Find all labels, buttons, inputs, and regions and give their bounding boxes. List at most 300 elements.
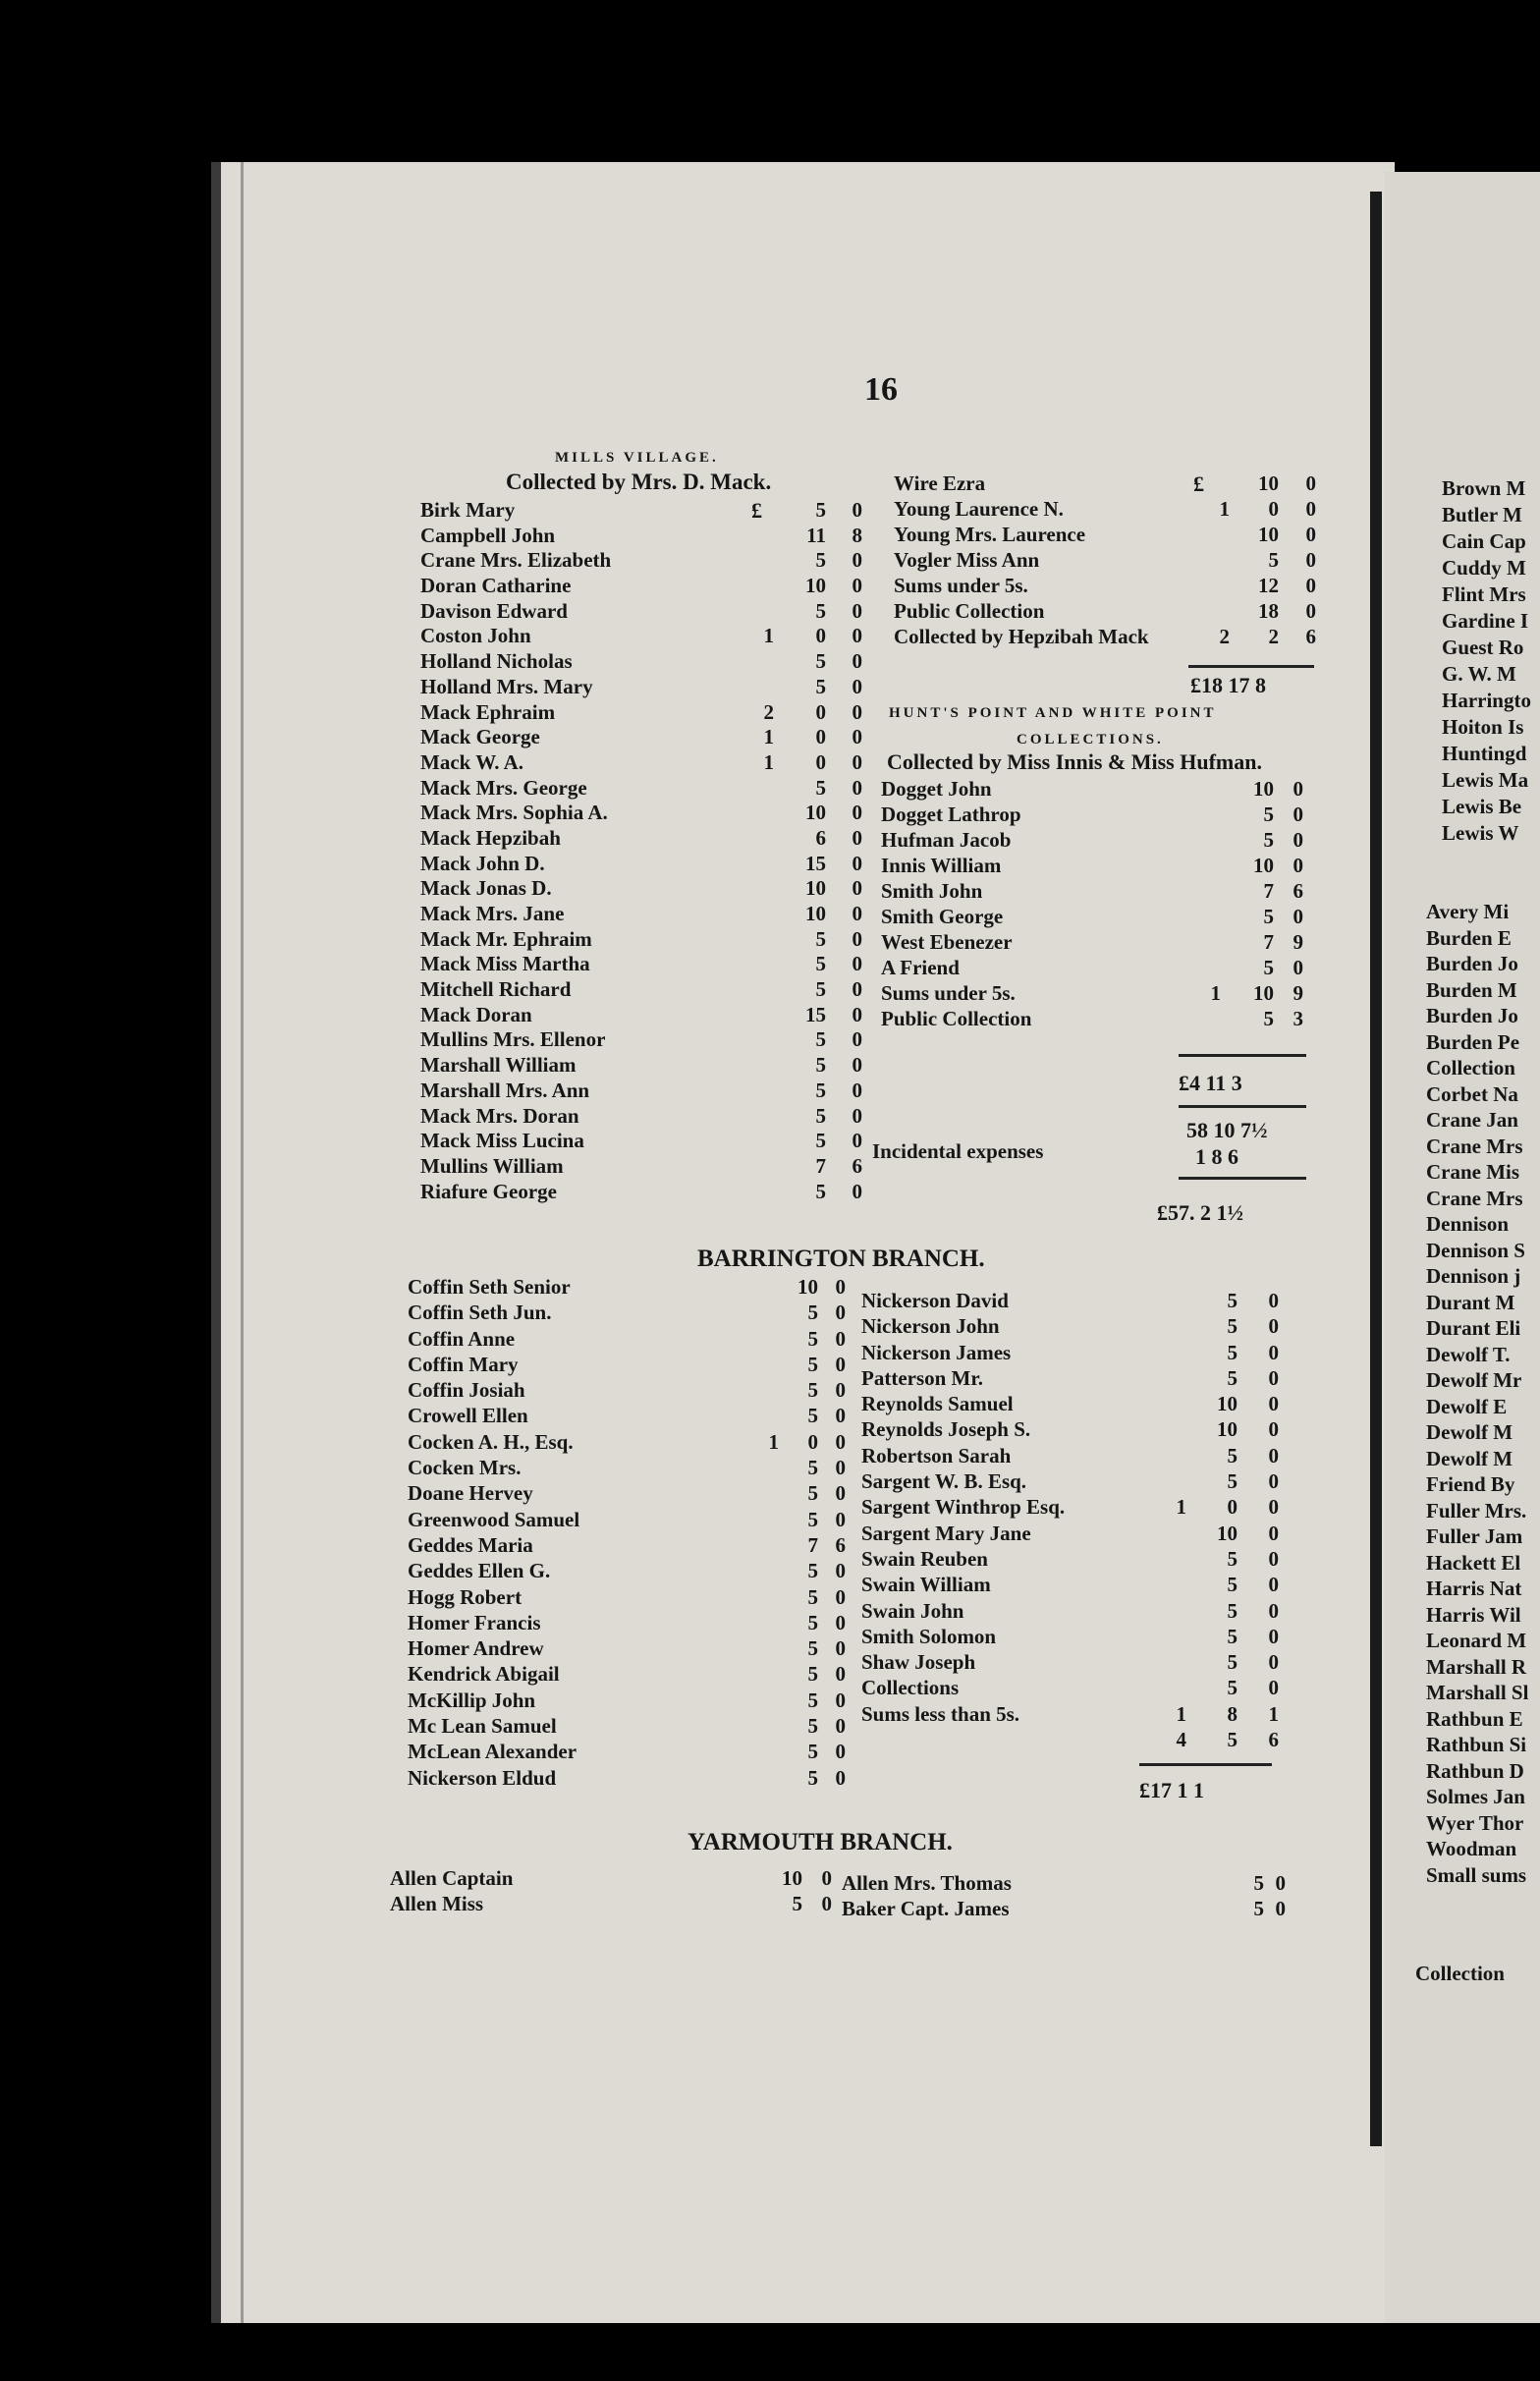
entry-name: Mack Hepzibah [420,825,561,850]
entry-pence: 0 [852,801,862,825]
entry-pence: 0 [835,1429,846,1454]
mills-heading: MILLS VILLAGE. [555,450,719,466]
ledger-row [420,1129,862,1154]
entry-shillings: 5 [815,926,826,951]
entry-shillings: 5 [1263,956,1274,979]
entry-name: McKillip John [408,1688,536,1712]
entry-name: Marshall William [420,1053,577,1078]
entry-pence: 0 [835,1404,846,1428]
entry-name: Mack Ephraim [420,699,556,724]
ledger-row [881,854,1303,879]
entry-shillings: 5 [1227,1314,1238,1339]
entry-name: Mullins William [420,1153,564,1178]
next-page-entry: Durant Eli [1426,1316,1521,1340]
next-page-group-1 [1442,476,1540,848]
entry-shillings: 5 [807,1610,818,1634]
entry-pence: 0 [852,624,862,648]
entry-name: Birk Mary [420,498,516,522]
entry-pence: 0 [852,1078,862,1102]
entry-name: Crowell Ellen [408,1404,528,1428]
ledger-row [861,1676,1279,1701]
entry-name: Kendrick Abigail [408,1662,560,1687]
ledger-row [420,852,862,877]
entry-pence: 0 [852,699,862,724]
ledger-row [408,1404,846,1429]
entry-name: Mack Jonas D. [420,876,552,901]
entry-shillings: 5 [1227,1289,1238,1312]
next-page-entry: Burden Pe [1426,1029,1520,1054]
entry-shillings: 5 [1227,1546,1238,1571]
next-page-entry: Lewis W [1442,821,1519,845]
entry-name: Greenwood Samuel [408,1507,580,1531]
entry-pence: 0 [835,1765,846,1790]
ledger-row [420,750,862,776]
next-page-entry: Hoiton Is [1442,715,1524,739]
entry-name: Sargent Winthrop Esq. [861,1495,1066,1520]
entry-pence: 6 [1305,625,1316,648]
next-page-entry: Dewolf M [1426,1446,1513,1470]
entry-name: Nickerson David [861,1289,1009,1312]
entry-name: Innis William [881,854,1002,877]
next-page-entry: Crane Mrs [1426,1186,1523,1210]
next-page-entry: Gardine I [1442,609,1529,633]
ledger-row [420,1180,862,1205]
ledger-row [408,1507,846,1533]
ledger-row [420,1003,862,1028]
entry-name: Reynolds Joseph S. [861,1417,1031,1442]
ledger-row [861,1366,1279,1392]
next-page-entry: Dennison j [1426,1264,1521,1288]
ledger-row [881,981,1303,1007]
next-page-entry: Corbet Na [1426,1081,1518,1106]
entry-pounds: 1 [763,749,774,774]
ledger-row [408,1610,846,1636]
ledger-row [881,956,1303,981]
next-page-entry: Rathbun Si [1426,1733,1527,1756]
ledger-row [881,930,1303,956]
ledger-row [861,1522,1279,1547]
barrington-total: £17 1 1 [1139,1778,1204,1802]
entry-shillings: 5 [792,1892,802,1915]
entry-name: Nickerson James [861,1340,1012,1364]
entry-shillings: 5 [807,1636,818,1661]
entry-name: Crane Mrs. Elizabeth [420,548,612,573]
entry-pence: 0 [852,725,862,749]
entry-pence: 0 [1268,1314,1279,1339]
yarmouth-left-list [390,1866,832,1917]
entry-pence: 0 [852,1179,862,1203]
mills-total: £18 17 8 [1190,673,1266,697]
entry-pounds: 1 [1176,1495,1186,1520]
entry-name: Riafure George [420,1179,557,1203]
entry-name: Coffin Mary [408,1352,519,1376]
entry-pence: 0 [852,775,862,800]
entry-name: Swain Reuben [861,1546,988,1571]
entry-shillings: 0 [815,699,826,724]
entry-name: Hogg Robert [408,1584,522,1609]
next-page-entry: Small sums [1426,1862,1527,1887]
entry-pence: 0 [1268,1598,1279,1623]
entry-pence: 0 [1292,854,1303,877]
entry-pence: 0 [835,1352,846,1376]
entry-pence: 0 [1275,1897,1286,1920]
hunts-total: £4 11 3 [1179,1071,1242,1095]
ledger-row [881,905,1303,930]
ledger-row [408,1429,846,1456]
entry-name: Mack Doran [420,1002,532,1026]
next-page-entry: Burden M [1426,977,1517,1002]
entry-name: Campbell John [420,523,556,547]
entry-shillings: 5 [815,977,826,1002]
entry-name: Homer Francis [408,1610,541,1634]
entry-pence: 0 [1268,1443,1279,1467]
entry-name: West Ebenezer [881,930,1013,954]
entry-shillings: 5 [815,1129,826,1153]
next-page-entry: Woodman [1426,1837,1517,1860]
entry-shillings: 5 [1263,905,1274,928]
entry-shillings: 5 [807,1740,818,1764]
ledger-row [408,1352,846,1378]
next-page-entry: Collection [1426,1056,1515,1080]
entry-name: Coston John [420,624,531,648]
ledger-row [420,1027,862,1053]
entry-name: Geddes Maria [408,1532,533,1557]
ledger-row [420,649,862,675]
entry-shillings: 5 [815,775,826,800]
entry-pence: 0 [852,902,862,925]
entry-shillings: 5 [1263,803,1274,826]
entry-name: Cocken A. H., Esq. [408,1429,574,1454]
entry-shillings: 5 [1227,1728,1238,1752]
entry-pence: 9 [1292,930,1303,954]
ledger-row [420,700,862,726]
entry-pounds: 4 [1176,1728,1186,1752]
entry-pence: 0 [852,825,862,850]
ledger-row [861,1392,1279,1417]
next-page-entry: Burden Jo [1426,952,1518,975]
entry-name: Mack W. A. [420,749,524,774]
next-page-entry: Solmes Jan [1426,1785,1525,1808]
next-page-entry: Harris Nat [1426,1577,1522,1600]
entry-shillings: 8 [1227,1701,1238,1726]
ledger-row [420,498,862,524]
next-page-entry: Durant M [1426,1290,1515,1314]
ledger-row [408,1662,846,1688]
entry-pence: 6 [1268,1728,1279,1752]
entry-name: Hufman Jacob [881,828,1012,852]
entry-shillings: 10 [805,902,826,925]
next-page-entry: Wyer Thor [1426,1810,1524,1835]
ledger-row [408,1636,846,1662]
entry-name: Sums under 5s. [881,981,1016,1005]
entry-name: Mack Mrs. Doran [420,1103,579,1128]
ledger-row [420,1104,862,1130]
barrington-heading: BARRINGTON BRANCH. [697,1246,985,1272]
next-page-group-2 [1426,900,1540,1889]
entry-shillings: 10 [805,801,826,825]
ledger-row [420,548,862,574]
entry-pence: 0 [835,1378,846,1403]
ledger-row [894,471,1316,497]
entry-pence: 1 [1268,1701,1279,1726]
next-page-entry: Fuller Jam [1426,1524,1523,1548]
entry-shillings: 5 [815,674,826,698]
ledger-row [420,977,862,1003]
entry-shillings: 0 [1268,497,1279,521]
ledger-row [861,1547,1279,1573]
entry-name: Reynolds Samuel [861,1392,1014,1416]
mills-cont-currency: £ [1193,471,1204,496]
ledger-row [842,1897,1286,1922]
entry-pence: 0 [852,926,862,951]
entry-name: Allen Captain [390,1866,514,1890]
entry-name: Smith Solomon [861,1624,997,1648]
entry-pence: 0 [1305,548,1316,572]
next-page-entry: Friend By [1426,1472,1515,1496]
entry-pence: 0 [835,1636,846,1661]
entry-shillings: 0 [815,749,826,774]
ledger-row [420,801,862,826]
entry-shillings: 5 [807,1662,818,1687]
entry-pence: 0 [835,1662,846,1687]
entry-shillings: 6 [815,825,826,850]
ledger-row [420,574,862,599]
entry-shillings: 10 [1217,1392,1238,1416]
net-total: £57. 2 1½ [1157,1200,1243,1225]
ledger-row [881,777,1303,803]
entry-shillings: 10 [805,574,826,598]
entry-pence: 0 [835,1507,846,1531]
entry-name: Mack John D. [420,851,545,875]
entry-shillings: 5 [1227,1365,1238,1390]
entry-pence: 0 [1305,574,1316,597]
yarmouth-right-list [842,1871,1286,1922]
entry-shillings: 5 [807,1481,818,1506]
entry-pounds: 1 [768,1429,779,1454]
entry-name: Dogget John [881,777,992,801]
ledger-row [861,1728,1279,1753]
entry-shillings: 5 [815,598,826,623]
entry-name: Marshall Mrs. Ann [420,1078,590,1102]
ledger-row [390,1892,832,1917]
next-page-entry: Dennison [1426,1212,1510,1236]
entry-pence: 0 [852,851,862,875]
ledger-row [408,1740,846,1765]
entry-shillings: 5 [815,649,826,674]
mills-total-rule [1188,665,1314,668]
entry-shillings: 5 [807,1378,818,1403]
entry-shillings: 0 [807,1429,818,1454]
ledger-row [894,497,1316,523]
ledger-row [408,1275,846,1301]
entry-pence: 0 [835,1456,846,1480]
entry-name: Wire Ezra [894,471,986,495]
barrington-left-list [408,1275,846,1792]
entry-shillings: 5 [1227,1624,1238,1648]
entry-shillings: 5 [815,1179,826,1203]
entry-pence: 8 [852,523,862,547]
entry-shillings: 7 [1263,930,1274,954]
entry-name: Mack Miss Lucina [420,1129,584,1153]
entry-pence: 0 [835,1481,846,1506]
entry-pence: 0 [852,1129,862,1153]
next-page-entry: Cuddy M [1442,556,1526,580]
entry-shillings: 5 [807,1352,818,1376]
entry-pence: 0 [852,649,862,674]
entry-pence: 9 [1292,981,1303,1005]
next-page-entry: Dewolf Mr [1426,1368,1522,1392]
entry-name: Young Laurence N. [894,497,1064,521]
next-page-entry: Dewolf E [1426,1394,1508,1418]
ledger-row [861,1573,1279,1598]
entry-shillings: 5 [1227,1340,1238,1364]
entry-shillings: 10 [805,876,826,901]
entry-shillings: 5 [807,1714,818,1739]
entry-shillings: 5 [1263,828,1274,852]
entry-pounds: 1 [1219,497,1230,521]
entry-pence: 0 [1268,1546,1279,1571]
entry-pence: 0 [1268,1676,1279,1700]
entry-pence: 0 [852,1027,862,1052]
entry-name: Robertson Sarah [861,1443,1012,1467]
mills-list [420,498,862,1204]
ledger-row [861,1289,1279,1314]
ledger-row [861,1444,1279,1469]
entry-pounds: 2 [1219,625,1230,648]
entry-shillings: 5 [815,548,826,573]
ledger-row [420,776,862,802]
next-page-entry: Huntingd [1442,742,1527,765]
ledger-row [408,1532,846,1559]
next-page-entry: Harringto [1442,689,1531,712]
entry-name: Sums under 5s. [894,574,1028,597]
entry-pence: 0 [1268,1469,1279,1494]
ledger-row [420,524,862,549]
entry-pence: 0 [835,1584,846,1609]
entry-pence: 0 [1268,1495,1279,1520]
entry-pence: 6 [852,1153,862,1178]
next-page-entry: Marshall R [1426,1654,1527,1679]
entry-name: Dogget Lathrop [881,803,1021,826]
entry-name: Young Mrs. Laurence [894,523,1086,546]
ledger-row [861,1341,1279,1366]
entry-name: Geddes Ellen G. [408,1559,551,1583]
entry-name: Mack Mrs. Jane [420,902,565,925]
ledger-row [861,1625,1279,1650]
yarmouth-heading: YARMOUTH BRANCH. [688,1829,953,1855]
entry-name: Homer Andrew [408,1636,544,1661]
entry-pence: 0 [852,598,862,623]
next-page-entry: G. W. M [1442,662,1516,686]
entry-pence: 0 [852,1053,862,1078]
next-page-entry: Butler M [1442,503,1522,526]
entry-name: Mack Miss Martha [420,952,590,976]
ledger-row [420,902,862,927]
entry-shillings: 10 [1217,1417,1238,1442]
next-page-entry: Harris Wil [1426,1602,1521,1627]
entry-name: Collected by Hepzibah Mack [894,625,1149,648]
entry-name: Mack Mrs. Sophia A. [420,801,608,825]
entry-pence: 0 [835,1740,846,1764]
next-page-entry: Burden Jo [1426,1004,1518,1027]
entry-shillings: 0 [815,624,826,648]
entry-pence: 6 [835,1532,846,1557]
entry-pounds: 1 [763,725,774,749]
next-page-entry: Lewis Be [1442,795,1522,818]
next-page-entry: Guest Ro [1442,636,1524,659]
entry-pounds: 1 [763,624,774,648]
ledger-row [881,803,1303,828]
expenses-value: 1 8 6 [1195,1144,1238,1169]
ledger-row [408,1765,846,1792]
entry-pence: 0 [852,749,862,774]
next-page-entry: Avery Mi [1426,900,1510,923]
mills-collector: Collected by Mrs. D. Mack. [506,470,772,494]
ledger-row [408,1456,846,1481]
entry-shillings: 10 [1253,777,1274,801]
entry-shillings: 5 [807,1584,818,1609]
entry-pence: 0 [1292,803,1303,826]
entry-pence: 0 [852,952,862,976]
entry-name: Cocken Mrs. [408,1456,522,1480]
entry-shillings: 10 [1258,471,1279,495]
ledger-row [881,1007,1303,1032]
ledger-row [420,599,862,625]
entry-pence: 0 [1268,1521,1279,1545]
barrington-right-list [861,1289,1279,1753]
entry-shillings: 7 [1263,879,1274,903]
entry-shillings: 2 [1268,625,1279,648]
entry-pence: 0 [1268,1392,1279,1416]
entry-name: Doran Catharine [420,574,572,598]
entry-shillings: 7 [815,1153,826,1178]
entry-name: Vogler Miss Ann [894,548,1040,572]
next-page-entry: Dewolf M [1426,1420,1513,1444]
entry-pence: 0 [1292,905,1303,928]
next-page-entry: Dewolf T. [1426,1342,1511,1366]
entry-pence: 0 [835,1326,846,1351]
entry-shillings: 5 [807,1559,818,1583]
ledger-row [408,1559,846,1584]
entry-name: Swain William [861,1573,991,1597]
hunts-subtotal: 58 10 7½ [1186,1118,1268,1142]
hunts-list [881,777,1303,1032]
entry-pence: 0 [1305,599,1316,623]
entry-name: Sums less than 5s. [861,1701,1020,1726]
ledger-row [408,1714,846,1740]
ledger-row [861,1469,1279,1495]
entry-name: Sargent W. B. Esq. [861,1469,1027,1494]
hunts-heading: HUNT'S POINT AND WHITE POINT [889,705,1217,721]
entry-name: Sargent Mary Jane [861,1521,1031,1545]
ledger-row [408,1301,846,1326]
entry-shillings: 5 [807,1765,818,1790]
entry-shillings: 5 [1263,1007,1274,1030]
entry-name: Allen Mrs. Thomas [842,1871,1012,1895]
entry-name: Collections [861,1676,960,1700]
entry-pence: 0 [1268,1289,1279,1312]
entry-pence: 0 [835,1275,846,1299]
entry-shillings: 5 [1227,1443,1238,1467]
entry-name: Doane Hervey [408,1481,533,1506]
next-page-entry: Cain Cap [1442,529,1526,553]
ledger-row [894,548,1316,574]
ledger-row [861,1495,1279,1521]
entry-shillings: 10 [1258,523,1279,546]
entry-pounds: 2 [763,699,774,724]
entry-pence: 0 [852,498,862,522]
entry-name: Davison Edward [420,598,568,623]
